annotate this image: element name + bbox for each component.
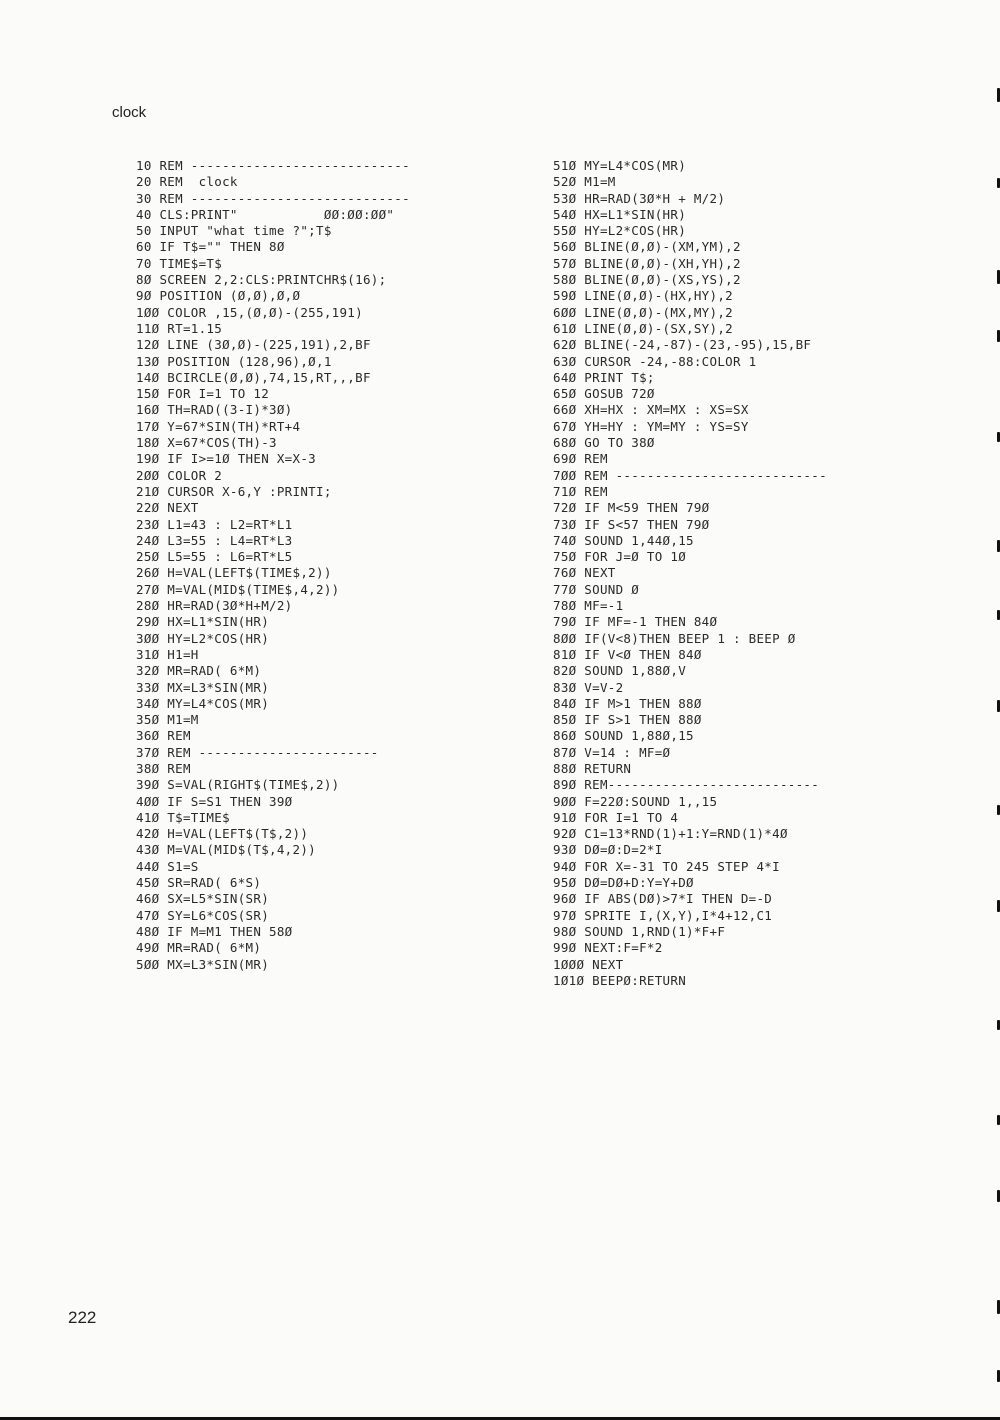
- code-line: 50 INPUT "what time ?";T$: [136, 223, 332, 239]
- code-line: 45Ø SR=RAD( 6*S): [136, 875, 262, 891]
- code-line: 99Ø NEXT:F=F*2: [553, 940, 663, 956]
- code-line: 25Ø L5=55 : L6=RT*L5: [136, 549, 293, 565]
- code-line: 92Ø C1=13*RND(1)+1:Y=RND(1)*4Ø: [553, 826, 788, 842]
- code-line: 34Ø MY=L4*COS(MR): [136, 695, 270, 711]
- code-line: 56Ø BLINE(Ø,Ø)-(XM,YM),2: [553, 239, 741, 255]
- code-line: 41Ø T$=TIME$: [136, 809, 230, 825]
- code-line: 44Ø S1=S: [136, 858, 199, 874]
- code-line: 83Ø V=V-2: [553, 679, 624, 695]
- code-line: 67Ø YH=HY : YM=MY : YS=SY: [553, 418, 749, 434]
- code-line: 57Ø BLINE(Ø,Ø)-(XH,YH),2: [553, 255, 741, 271]
- code-line: 82Ø SOUND 1,88Ø,V: [553, 663, 687, 679]
- code-line: 28Ø HR=RAD(3Ø*H+M/2): [136, 598, 293, 614]
- code-line: 4ØØ IF S=S1 THEN 39Ø: [136, 793, 293, 809]
- code-line: 98Ø SOUND 1,RND(1)*F+F: [553, 923, 726, 939]
- code-line: 22Ø NEXT: [136, 500, 199, 516]
- code-line: 77Ø SOUND Ø: [553, 581, 640, 597]
- code-line: 46Ø SX=L5*SIN(SR): [136, 891, 270, 907]
- code-line: 11Ø RT=1.15: [136, 320, 223, 336]
- code-line: 26Ø H=VAL(LEFT$(TIME$,2)): [136, 565, 332, 581]
- code-line: 75Ø FOR J=Ø TO 1Ø: [553, 549, 687, 565]
- code-line: 65Ø GOSUB 72Ø: [553, 386, 655, 402]
- code-line: 51Ø MY=L4*COS(MR): [553, 158, 687, 173]
- code-line: 95Ø DØ=DØ+D:Y=Y+DØ: [553, 875, 694, 891]
- listing-left-column: [136, 158, 410, 973]
- code-line: 63Ø CURSOR -24,-88:COLOR 1: [553, 353, 757, 369]
- code-line: 94Ø FOR X=-31 TO 245 STEP 4*I: [553, 858, 780, 874]
- code-line: 43Ø M=VAL(MID$(T$,4,2)): [136, 842, 316, 858]
- code-line: 72Ø IF M<59 THEN 79Ø: [553, 500, 710, 516]
- code-line: 10 REM ----------------------------: [136, 158, 410, 173]
- code-line: 24Ø L3=55 : L4=RT*L3: [136, 532, 293, 548]
- code-line: 2ØØ COLOR 2: [136, 467, 223, 483]
- code-line: 62Ø BLINE(-24,-87)-(23,-95),15,BF: [553, 337, 812, 353]
- code-line: 18Ø X=67*COS(TH)-3: [136, 435, 277, 451]
- code-line: 48Ø IF M=M1 THEN 58Ø: [136, 923, 293, 939]
- page-title: clock: [112, 104, 147, 121]
- code-line: 7ØØ REM ---------------------------: [553, 467, 827, 483]
- code-line: 13Ø POSITION (128,96),Ø,1: [136, 353, 332, 369]
- code-line: 73Ø IF S<57 THEN 79Ø: [553, 516, 710, 532]
- code-line: 88Ø RETURN: [553, 760, 632, 776]
- code-line: 91Ø FOR I=1 TO 4: [553, 809, 679, 825]
- code-line: 64Ø PRINT T$;: [553, 369, 655, 385]
- code-line: 27Ø M=VAL(MID$(TIME$,4,2)): [136, 581, 340, 597]
- code-line: 42Ø H=VAL(LEFT$(T$,2)): [136, 826, 309, 842]
- code-line: 58Ø BLINE(Ø,Ø)-(XS,YS),2: [553, 272, 741, 288]
- listing-right-column: [553, 158, 827, 989]
- code-line: 19Ø IF I>=1Ø THEN X=X-3: [136, 451, 316, 467]
- code-line: 8Ø SCREEN 2,2:CLS:PRINTCHR$(16);: [136, 272, 387, 288]
- code-line: 30 REM ----------------------------: [136, 190, 410, 206]
- code-line: 6ØØ LINE(Ø,Ø)-(MX,MY),2: [553, 304, 733, 320]
- code-line: 23Ø L1=43 : L2=RT*L1: [136, 516, 293, 532]
- code-line: 3ØØ HY=L2*COS(HR): [136, 630, 270, 646]
- code-line: 40 CLS:PRINT" ØØ:ØØ:ØØ": [136, 206, 395, 222]
- code-line: 39Ø S=VAL(RIGHT$(TIME$,2)): [136, 777, 340, 793]
- code-line: 31Ø H1=H: [136, 646, 199, 662]
- code-line: 52Ø M1=M: [553, 174, 616, 190]
- code-line: 29Ø HX=L1*SIN(HR): [136, 614, 270, 630]
- code-line: 89Ø REM---------------------------: [553, 777, 820, 793]
- code-line: 20 REM clock: [136, 174, 238, 190]
- code-line: 5ØØ MX=L3*SIN(MR): [136, 956, 270, 972]
- code-line: 35Ø M1=M: [136, 712, 199, 728]
- code-line: 96Ø IF ABS(DØ)>7*I THEN D=-D: [553, 891, 773, 907]
- code-line: 68Ø GO TO 38Ø: [553, 435, 655, 451]
- code-line: 84Ø IF M>1 THEN 88Ø: [553, 695, 702, 711]
- code-line: 47Ø SY=L6*COS(SR): [136, 907, 270, 923]
- code-line: 76Ø NEXT: [553, 565, 616, 581]
- code-line: 16Ø TH=RAD((3-I)*3Ø): [136, 402, 293, 418]
- code-line: 86Ø SOUND 1,88Ø,15: [553, 728, 694, 744]
- code-line: 81Ø IF V<Ø THEN 84Ø: [553, 646, 702, 662]
- code-line: 37Ø REM -----------------------: [136, 744, 379, 760]
- code-line: 59Ø LINE(Ø,Ø)-(HX,HY),2: [553, 288, 733, 304]
- code-line: 66Ø XH=HX : XM=MX : XS=SX: [553, 402, 749, 418]
- code-line: 1Ø1Ø BEEPØ:RETURN: [553, 972, 687, 988]
- code-line: 9Ø POSITION (Ø,Ø),Ø,Ø: [136, 288, 301, 304]
- code-line: 61Ø LINE(Ø,Ø)-(SX,SY),2: [553, 320, 733, 336]
- code-line: 1ØØØ NEXT: [553, 956, 624, 972]
- code-line: 36Ø REM: [136, 728, 191, 744]
- code-line: 79Ø IF MF=-1 THEN 84Ø: [553, 614, 718, 630]
- code-line: 60 IF T$="" THEN 8Ø: [136, 239, 285, 255]
- code-line: 21Ø CURSOR X-6,Y :PRINTI;: [136, 483, 332, 499]
- page-number: 222: [68, 1308, 97, 1327]
- code-line: 97Ø SPRITE I,(X,Y),I*4+12,C1: [553, 907, 773, 923]
- code-line: 1ØØ COLOR ,15,(Ø,Ø)-(255,191): [136, 304, 363, 320]
- code-line: 38Ø REM: [136, 760, 191, 776]
- code-line: 87Ø V=14 : MF=Ø: [553, 744, 671, 760]
- code-line: 74Ø SOUND 1,44Ø,15: [553, 532, 694, 548]
- code-line: 33Ø MX=L3*SIN(MR): [136, 679, 270, 695]
- code-line: 78Ø MF=-1: [553, 598, 624, 614]
- code-line: 9ØØ F=22Ø:SOUND 1,,15: [553, 793, 718, 809]
- code-line: 93Ø DØ=Ø:D=2*I: [553, 842, 663, 858]
- code-line: 54Ø HX=L1*SIN(HR): [553, 206, 687, 222]
- code-line: 17Ø Y=67*SIN(TH)*RT+4: [136, 418, 301, 434]
- scan-edge-marks: [996, 0, 1000, 1420]
- code-line: 12Ø LINE (3Ø,Ø)-(225,191),2,BF: [136, 337, 371, 353]
- code-line: 71Ø REM: [553, 483, 608, 499]
- code-line: 53Ø HR=RAD(3Ø*H + M/2): [553, 190, 726, 206]
- code-line: 14Ø BCIRCLE(Ø,Ø),74,15,RT,,,BF: [136, 369, 371, 385]
- code-line: 70 TIME$=T$: [136, 255, 223, 271]
- code-line: 69Ø REM: [553, 451, 608, 467]
- code-line: 49Ø MR=RAD( 6*M): [136, 940, 262, 956]
- code-line: 32Ø MR=RAD( 6*M): [136, 663, 262, 679]
- code-line: 85Ø IF S>1 THEN 88Ø: [553, 712, 702, 728]
- code-line: 8ØØ IF(V<8)THEN BEEP 1 : BEEP Ø: [553, 630, 796, 646]
- code-line: 15Ø FOR I=1 TO 12: [136, 386, 270, 402]
- code-line: 55Ø HY=L2*COS(HR): [553, 223, 687, 239]
